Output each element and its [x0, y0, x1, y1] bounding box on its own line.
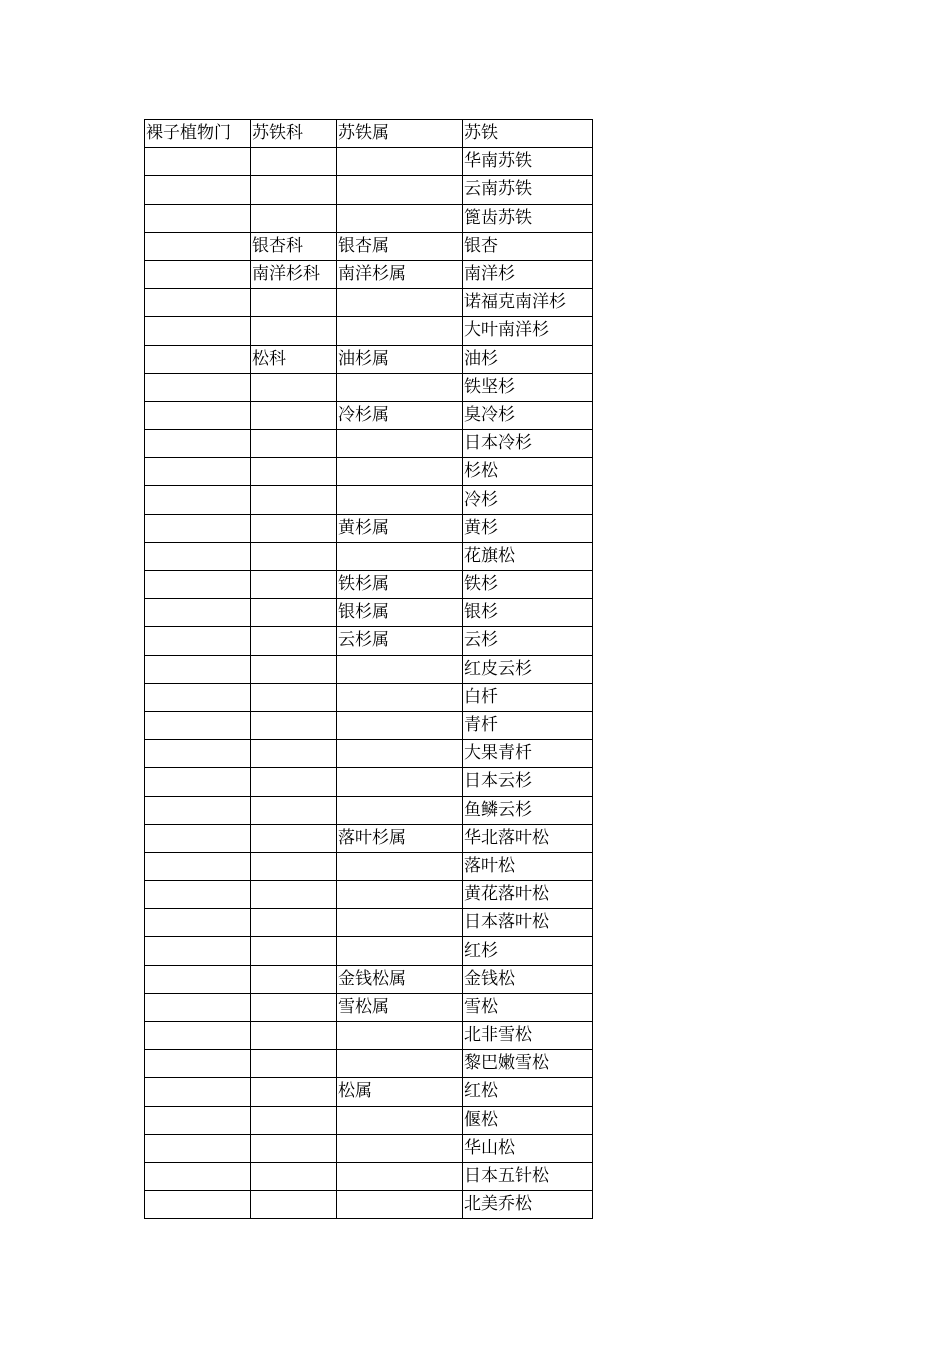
phylum-cell[interactable]	[145, 571, 251, 599]
family-cell[interactable]	[251, 627, 337, 655]
genus-cell[interactable]	[337, 204, 463, 232]
species-cell[interactable]: 红杉	[463, 937, 593, 965]
phylum-cell[interactable]	[145, 176, 251, 204]
table-row	[145, 852, 593, 880]
table-row	[145, 232, 593, 260]
genus-cell[interactable]	[337, 317, 463, 345]
phylum-cell[interactable]	[145, 542, 251, 570]
phylum-cell[interactable]: 裸子植物门	[145, 120, 251, 148]
species-cell[interactable]: 大叶南洋杉	[463, 317, 593, 345]
species-cell[interactable]: 黎巴嫩雪松	[463, 1050, 593, 1078]
family-cell[interactable]	[251, 852, 337, 880]
table-row	[145, 1162, 593, 1190]
table-row	[145, 486, 593, 514]
species-cell[interactable]: 红皮云杉	[463, 655, 593, 683]
family-cell[interactable]	[251, 458, 337, 486]
genus-cell[interactable]	[337, 176, 463, 204]
table-row	[145, 317, 593, 345]
family-cell[interactable]	[251, 768, 337, 796]
genus-cell[interactable]	[337, 430, 463, 458]
family-cell[interactable]	[251, 373, 337, 401]
table-row	[145, 373, 593, 401]
family-cell[interactable]	[251, 401, 337, 429]
phylum-cell[interactable]	[145, 740, 251, 768]
phylum-cell[interactable]	[145, 881, 251, 909]
species-cell[interactable]: 日本冷杉	[463, 430, 593, 458]
species-cell[interactable]: 白杄	[463, 683, 593, 711]
species-cell[interactable]: 偃松	[463, 1106, 593, 1134]
family-cell[interactable]	[251, 683, 337, 711]
phylum-cell[interactable]	[145, 486, 251, 514]
species-cell[interactable]: 鱼鳞云杉	[463, 796, 593, 824]
family-cell[interactable]	[251, 1050, 337, 1078]
species-cell[interactable]: 黄杉	[463, 514, 593, 542]
taxonomy-table-body	[145, 120, 593, 1219]
genus-cell[interactable]: 油杉属	[337, 345, 463, 373]
table-row	[145, 1134, 593, 1162]
species-cell[interactable]: 诺福克南洋杉	[463, 289, 593, 317]
species-cell[interactable]: 日本五针松	[463, 1162, 593, 1190]
species-cell[interactable]: 日本云杉	[463, 768, 593, 796]
table-row	[145, 1050, 593, 1078]
genus-cell[interactable]	[337, 768, 463, 796]
genus-cell[interactable]	[337, 796, 463, 824]
genus-cell[interactable]: 雪松属	[337, 993, 463, 1021]
table-row	[145, 1078, 593, 1106]
phylum-cell[interactable]	[145, 345, 251, 373]
table-row	[145, 148, 593, 176]
phylum-cell[interactable]	[145, 458, 251, 486]
table-row	[145, 740, 593, 768]
phylum-cell[interactable]	[145, 430, 251, 458]
table-row	[145, 768, 593, 796]
table-row	[145, 289, 593, 317]
table-row	[145, 514, 593, 542]
family-cell[interactable]	[251, 317, 337, 345]
table-row	[145, 204, 593, 232]
phylum-cell[interactable]	[145, 317, 251, 345]
genus-cell[interactable]: 松属	[337, 1078, 463, 1106]
family-cell[interactable]	[251, 1022, 337, 1050]
table-row	[145, 176, 593, 204]
phylum-cell[interactable]	[145, 289, 251, 317]
table-row	[145, 1022, 593, 1050]
family-cell[interactable]: 南洋杉科	[251, 260, 337, 288]
genus-cell[interactable]	[337, 852, 463, 880]
species-cell[interactable]: 臭冷杉	[463, 401, 593, 429]
table-row	[145, 599, 593, 627]
family-cell[interactable]	[251, 176, 337, 204]
table-row	[145, 458, 593, 486]
phylum-cell[interactable]	[145, 148, 251, 176]
family-cell[interactable]	[251, 796, 337, 824]
genus-cell[interactable]	[337, 486, 463, 514]
phylum-cell[interactable]	[145, 627, 251, 655]
table-row	[145, 571, 593, 599]
genus-cell[interactable]	[337, 289, 463, 317]
phylum-cell[interactable]	[145, 1162, 251, 1190]
genus-cell[interactable]: 落叶杉属	[337, 824, 463, 852]
family-cell[interactable]	[251, 289, 337, 317]
genus-cell[interactable]	[337, 1134, 463, 1162]
phylum-cell[interactable]	[145, 599, 251, 627]
genus-cell[interactable]: 黄杉属	[337, 514, 463, 542]
genus-cell[interactable]	[337, 1162, 463, 1190]
species-cell[interactable]: 落叶松	[463, 852, 593, 880]
species-cell[interactable]: 云南苏铁	[463, 176, 593, 204]
genus-cell[interactable]	[337, 458, 463, 486]
family-cell[interactable]	[251, 514, 337, 542]
taxonomy-table	[144, 119, 593, 1219]
family-cell[interactable]	[251, 542, 337, 570]
table-row	[145, 881, 593, 909]
family-cell[interactable]	[251, 965, 337, 993]
family-cell[interactable]: 银杏科	[251, 232, 337, 260]
phylum-cell[interactable]	[145, 232, 251, 260]
species-cell[interactable]: 银杉	[463, 599, 593, 627]
species-cell[interactable]: 青杄	[463, 711, 593, 739]
phylum-cell[interactable]	[145, 1078, 251, 1106]
family-cell[interactable]	[251, 740, 337, 768]
genus-cell[interactable]	[337, 542, 463, 570]
table-row	[145, 430, 593, 458]
species-cell[interactable]: 油杉	[463, 345, 593, 373]
genus-cell[interactable]	[337, 909, 463, 937]
phylum-cell[interactable]	[145, 514, 251, 542]
family-cell[interactable]	[251, 1162, 337, 1190]
family-cell[interactable]: 苏铁科	[251, 120, 337, 148]
species-cell[interactable]: 苏铁	[463, 120, 593, 148]
species-cell[interactable]: 雪松	[463, 993, 593, 1021]
phylum-cell[interactable]	[145, 204, 251, 232]
table-row	[145, 542, 593, 570]
phylum-cell[interactable]	[145, 965, 251, 993]
phylum-cell[interactable]	[145, 852, 251, 880]
genus-cell[interactable]: 银杉属	[337, 599, 463, 627]
genus-cell[interactable]	[337, 1106, 463, 1134]
genus-cell[interactable]: 铁杉属	[337, 571, 463, 599]
family-cell[interactable]	[251, 937, 337, 965]
table-row	[145, 260, 593, 288]
family-cell[interactable]	[251, 486, 337, 514]
family-cell[interactable]	[251, 824, 337, 852]
species-cell[interactable]: 篦齿苏铁	[463, 204, 593, 232]
phylum-cell[interactable]	[145, 1022, 251, 1050]
genus-cell[interactable]: 金钱松属	[337, 965, 463, 993]
genus-cell[interactable]	[337, 655, 463, 683]
table-row	[145, 120, 593, 148]
phylum-cell[interactable]	[145, 1106, 251, 1134]
phylum-cell[interactable]	[145, 1191, 251, 1219]
table-row	[145, 824, 593, 852]
genus-cell[interactable]	[337, 881, 463, 909]
phylum-cell[interactable]	[145, 909, 251, 937]
table-row	[145, 711, 593, 739]
phylum-cell[interactable]	[145, 824, 251, 852]
phylum-cell[interactable]	[145, 373, 251, 401]
table-row	[145, 909, 593, 937]
family-cell[interactable]	[251, 1134, 337, 1162]
family-cell[interactable]	[251, 204, 337, 232]
species-cell[interactable]: 北美乔松	[463, 1191, 593, 1219]
genus-cell[interactable]: 云杉属	[337, 627, 463, 655]
species-cell[interactable]: 华北落叶松	[463, 824, 593, 852]
species-cell[interactable]: 金钱松	[463, 965, 593, 993]
table-row	[145, 796, 593, 824]
genus-cell[interactable]: 南洋杉属	[337, 260, 463, 288]
family-cell[interactable]	[251, 1106, 337, 1134]
family-cell[interactable]	[251, 571, 337, 599]
family-cell[interactable]	[251, 909, 337, 937]
family-cell[interactable]	[251, 599, 337, 627]
genus-cell[interactable]	[337, 1022, 463, 1050]
family-cell[interactable]	[251, 711, 337, 739]
genus-cell[interactable]: 苏铁属	[337, 120, 463, 148]
table-row	[145, 1191, 593, 1219]
table-row	[145, 965, 593, 993]
species-cell[interactable]: 云杉	[463, 627, 593, 655]
genus-cell[interactable]	[337, 937, 463, 965]
species-cell[interactable]: 冷杉	[463, 486, 593, 514]
table-row	[145, 1106, 593, 1134]
phylum-cell[interactable]	[145, 796, 251, 824]
genus-cell[interactable]	[337, 1050, 463, 1078]
genus-cell[interactable]: 冷杉属	[337, 401, 463, 429]
species-cell[interactable]: 黄花落叶松	[463, 881, 593, 909]
family-cell[interactable]	[251, 430, 337, 458]
table-row	[145, 993, 593, 1021]
genus-cell[interactable]	[337, 148, 463, 176]
genus-cell[interactable]	[337, 1191, 463, 1219]
family-cell[interactable]	[251, 148, 337, 176]
family-cell[interactable]	[251, 993, 337, 1021]
family-cell[interactable]	[251, 1078, 337, 1106]
family-cell[interactable]	[251, 881, 337, 909]
genus-cell[interactable]	[337, 740, 463, 768]
phylum-cell[interactable]	[145, 711, 251, 739]
phylum-cell[interactable]	[145, 683, 251, 711]
table-row	[145, 345, 593, 373]
species-cell[interactable]: 华南苏铁	[463, 148, 593, 176]
species-cell[interactable]: 铁杉	[463, 571, 593, 599]
genus-cell[interactable]	[337, 711, 463, 739]
species-cell[interactable]: 杉松	[463, 458, 593, 486]
table-row	[145, 683, 593, 711]
genus-cell[interactable]: 银杏属	[337, 232, 463, 260]
table-row	[145, 401, 593, 429]
table-row	[145, 627, 593, 655]
species-cell[interactable]: 大果青杄	[463, 740, 593, 768]
family-cell[interactable]	[251, 1191, 337, 1219]
species-cell[interactable]: 华山松	[463, 1134, 593, 1162]
species-cell[interactable]: 铁坚杉	[463, 373, 593, 401]
table-row	[145, 937, 593, 965]
species-cell[interactable]: 北非雪松	[463, 1022, 593, 1050]
table-row	[145, 655, 593, 683]
species-cell[interactable]: 红松	[463, 1078, 593, 1106]
phylum-cell[interactable]	[145, 655, 251, 683]
genus-cell[interactable]	[337, 683, 463, 711]
phylum-cell[interactable]	[145, 768, 251, 796]
phylum-cell[interactable]	[145, 401, 251, 429]
species-cell[interactable]: 银杏	[463, 232, 593, 260]
phylum-cell[interactable]	[145, 1134, 251, 1162]
genus-cell[interactable]	[337, 373, 463, 401]
phylum-cell[interactable]	[145, 260, 251, 288]
phylum-cell[interactable]	[145, 1050, 251, 1078]
phylum-cell[interactable]	[145, 993, 251, 1021]
species-cell[interactable]: 日本落叶松	[463, 909, 593, 937]
family-cell[interactable]	[251, 655, 337, 683]
family-cell[interactable]: 松科	[251, 345, 337, 373]
species-cell[interactable]: 花旗松	[463, 542, 593, 570]
phylum-cell[interactable]	[145, 937, 251, 965]
species-cell[interactable]: 南洋杉	[463, 260, 593, 288]
